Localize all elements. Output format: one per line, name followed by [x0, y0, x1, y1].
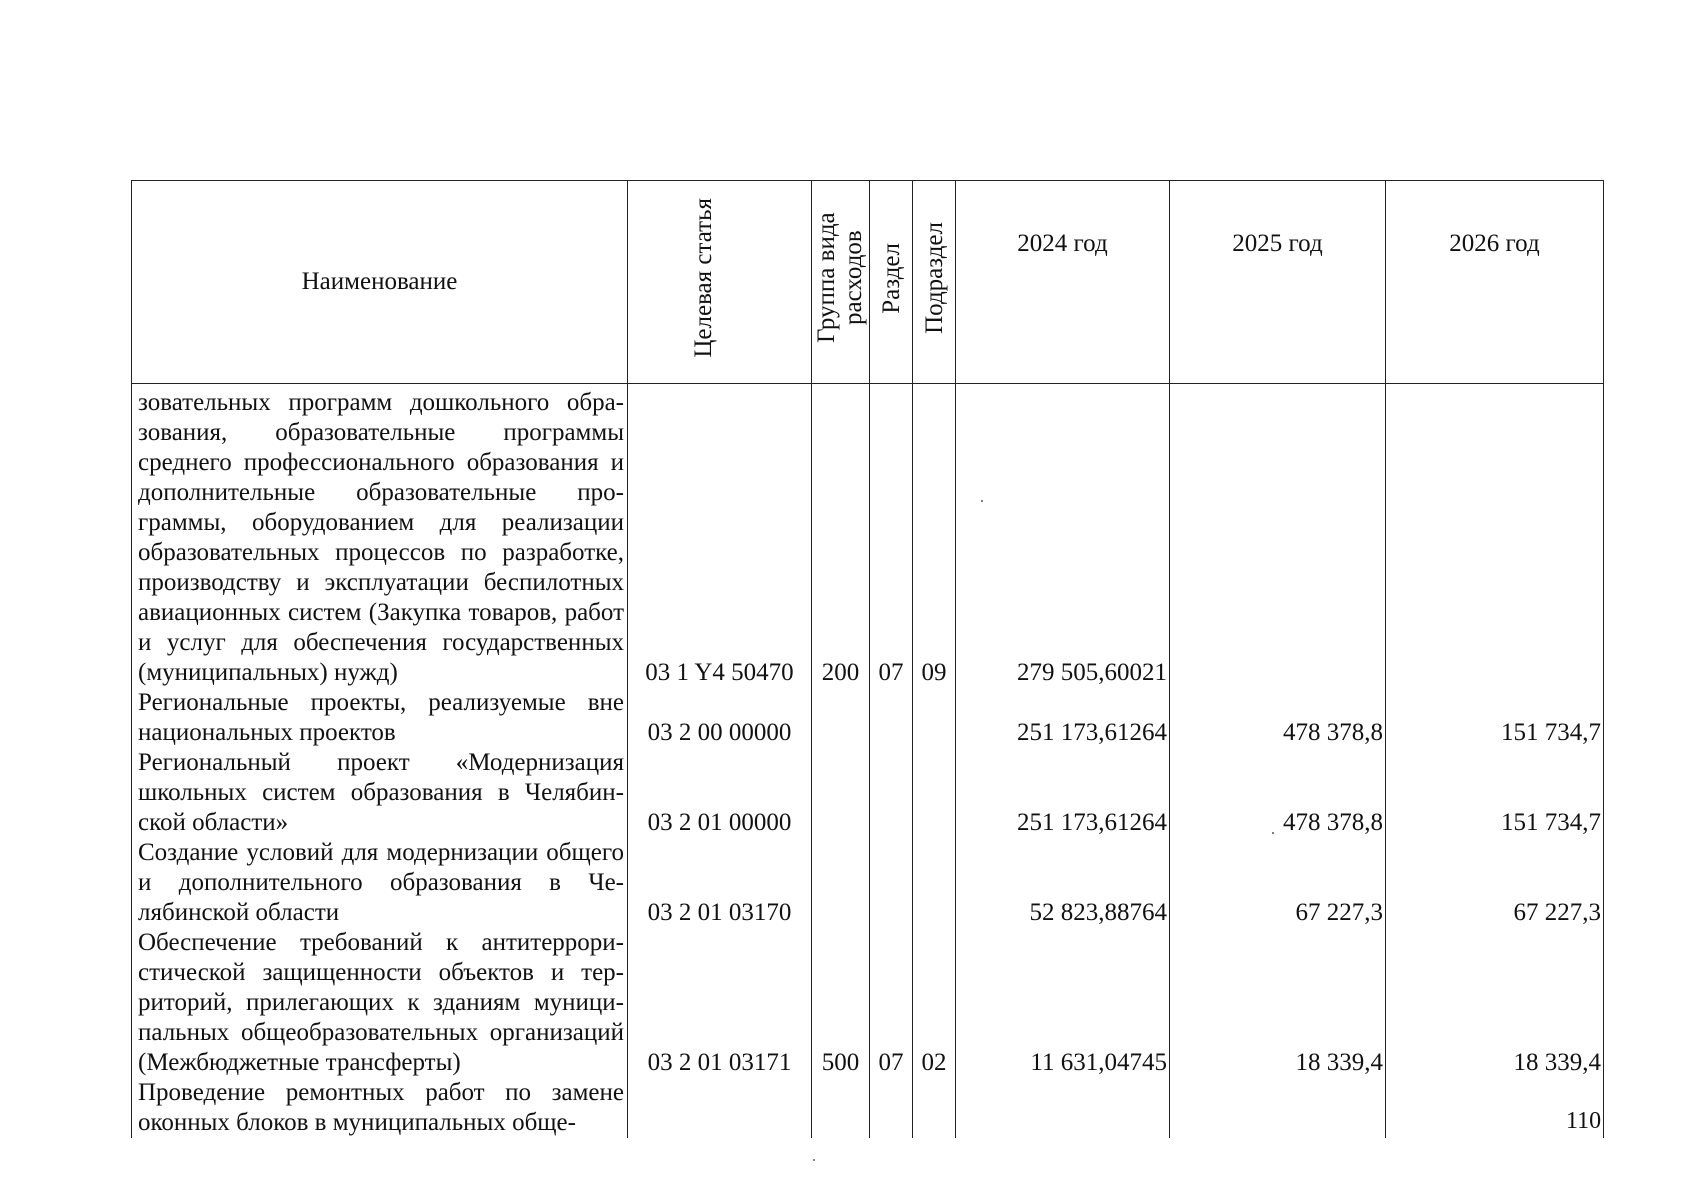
- row-group: [812, 1078, 870, 1138]
- row-name: Создание условий для модернизации общего и дополнительного образования в Челябинской области: [132, 838, 628, 928]
- row-section: 07: [870, 384, 913, 689]
- row-code: 03 2 01 00000: [628, 748, 812, 838]
- row-2025: 478 378,8: [1170, 748, 1386, 838]
- table-row: [132, 688, 1604, 748]
- header-subsection: [913, 181, 956, 384]
- page-number: 110: [1566, 1108, 1602, 1134]
- row-group: 200: [812, 384, 870, 689]
- header-target-article: [628, 181, 812, 384]
- row-name: Региональный проект «Модернизация школьных систем образования в Челябинской области»: [132, 748, 628, 838]
- row-2024: 279 505,60021: [956, 384, 1170, 689]
- row-subsection: [913, 838, 956, 928]
- row-2025: [1170, 1078, 1386, 1138]
- row-section: [870, 1078, 913, 1138]
- row-2024: 251 173,61264: [956, 688, 1170, 748]
- row-code: 03 2 01 03171: [628, 928, 812, 1078]
- table-row: [132, 1078, 1604, 1138]
- row-name: Региональные проекты, реализуемые вне национальных проектов: [132, 688, 628, 748]
- row-2024: [956, 1078, 1170, 1138]
- row-2026: [1386, 384, 1604, 689]
- header-target-article-label: Целевая статья: [689, 198, 717, 358]
- row-2025: 18 339,4: [1170, 928, 1386, 1078]
- budget-table: [131, 180, 1604, 1138]
- row-2024: 11 631,04745: [956, 928, 1170, 1078]
- row-code: 03 1 Y4 50470: [628, 384, 812, 689]
- row-2026: 67 227,3: [1386, 838, 1604, 928]
- row-group: [812, 748, 870, 838]
- header-subsection-label: Подраздел: [920, 222, 948, 334]
- table-row: [132, 384, 1604, 689]
- table-row: [132, 748, 1604, 838]
- header-2024: 2024 год: [956, 181, 1170, 384]
- row-2025: 478 378,8: [1170, 688, 1386, 748]
- scan-speck: [981, 500, 983, 502]
- row-name: зовательных программ дошкольного образования, образовательные программы среднего профессионального образования и дополнительные образовательные программы, оборудованием для реализации образовательных процессов по разработке, производству и эксплуатации беспилотных авиационных систем (Закупка товаров, работ и услуг для обеспечения государственных (муниципальных) нужд): [132, 384, 628, 689]
- scan-speck: [813, 1159, 815, 1161]
- row-section: 07: [870, 928, 913, 1078]
- row-2024: 251 173,61264: [956, 748, 1170, 838]
- table-body: [132, 384, 1604, 1139]
- row-group: [812, 838, 870, 928]
- header-expense-group-label: Группа вида расходов: [812, 212, 867, 344]
- row-2026: 18 339,4: [1386, 928, 1604, 1078]
- row-2025: [1170, 384, 1386, 689]
- row-name: Проведение ремонтных работ по замене оконных блоков в муниципальных обще-: [132, 1078, 628, 1138]
- row-2026: 151 734,7: [1386, 688, 1604, 748]
- row-section: [870, 748, 913, 838]
- row-subsection: 02: [913, 928, 956, 1078]
- table-header: [132, 181, 1604, 384]
- table-row: [132, 838, 1604, 928]
- row-subsection: [913, 688, 956, 748]
- scan-speck: [1272, 832, 1274, 834]
- row-code: 03 2 01 03170: [628, 838, 812, 928]
- header-section-label: Раздел: [877, 242, 905, 314]
- row-subsection: 09: [913, 384, 956, 689]
- header-2025: 2025 год: [1170, 181, 1386, 384]
- row-group: [812, 688, 870, 748]
- header-expense-group: [812, 181, 870, 384]
- row-code: 03 2 00 00000: [628, 688, 812, 748]
- header-2026: 2026 год: [1386, 181, 1604, 384]
- row-section: [870, 688, 913, 748]
- row-name: Обеспечение требований к антитеррористической защищенности объектов и территорий, прилегающих к зданиям муниципальных общеобразовательных организаций (Межбюджетные трансферты): [132, 928, 628, 1078]
- row-2025: 67 227,3: [1170, 838, 1386, 928]
- row-subsection: [913, 748, 956, 838]
- row-subsection: [913, 1078, 956, 1138]
- row-group: 500: [812, 928, 870, 1078]
- row-2026: 151 734,7: [1386, 748, 1604, 838]
- table-row: [132, 928, 1604, 1078]
- row-2024: 52 823,88764: [956, 838, 1170, 928]
- header-name: Наименование: [132, 181, 628, 384]
- header-section: [870, 181, 913, 384]
- row-code: [628, 1078, 812, 1138]
- row-section: [870, 838, 913, 928]
